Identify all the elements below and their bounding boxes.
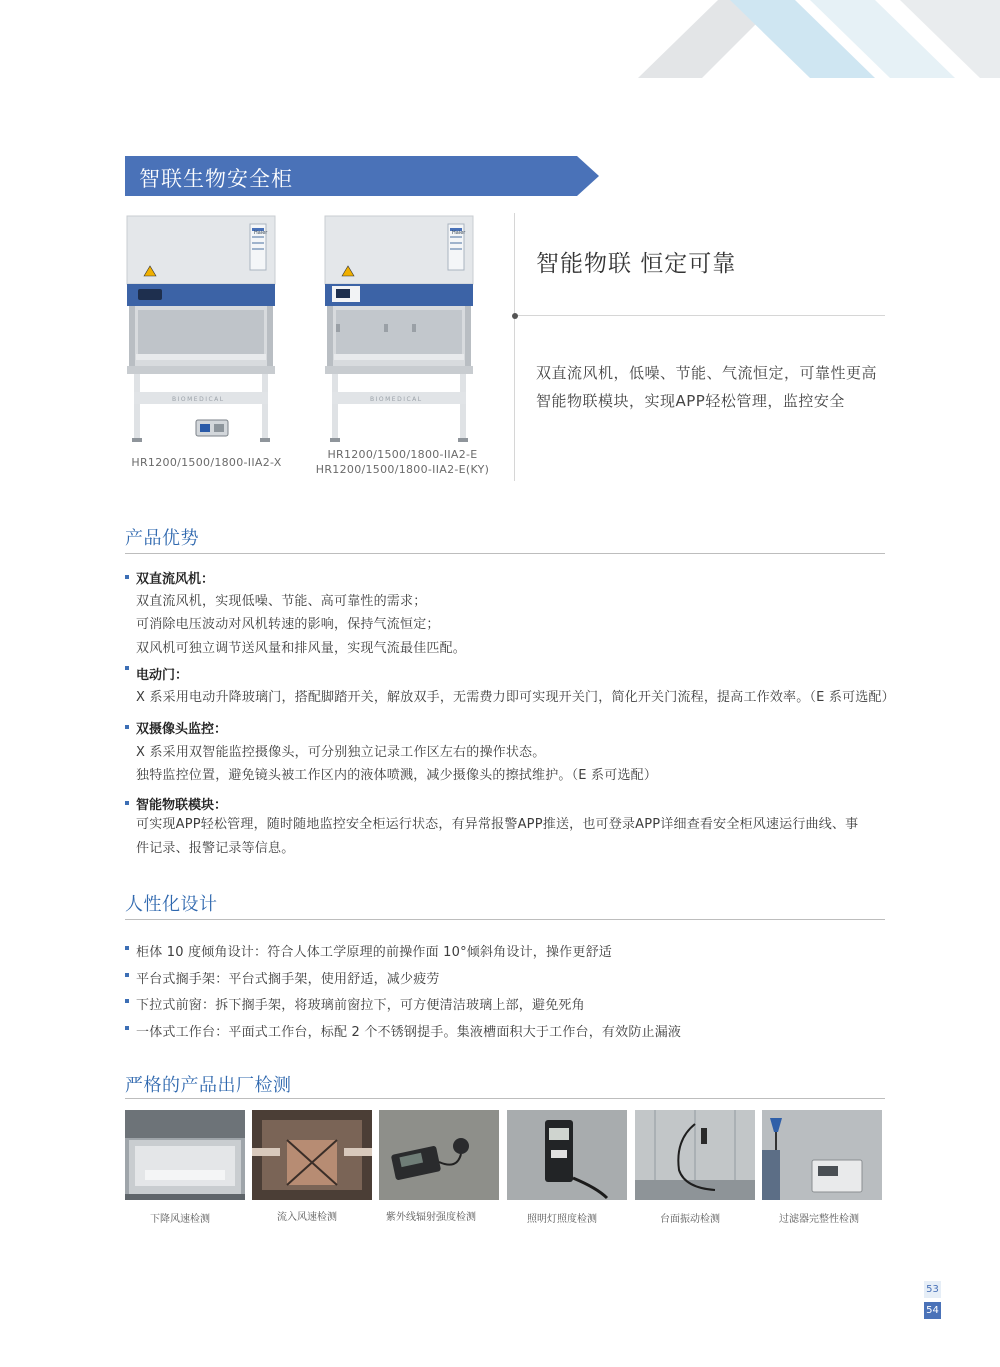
downflow-test-photo	[125, 1110, 245, 1200]
photo-caption: 照明灯照度检测	[527, 1214, 597, 1225]
design-title: 人性化设计	[125, 894, 218, 915]
testing-rule	[125, 1098, 885, 1099]
model-e-ky-label: HR1200/1500/1800-IIA2-E(KY)	[315, 463, 490, 476]
model-x-label: HR1200/1500/1800-IIA2-X	[131, 456, 282, 469]
cabinet-x-image	[124, 214, 279, 444]
advantage-title: 智能物联模块：	[136, 798, 228, 813]
advantage-title: 双直流风机：	[136, 572, 215, 587]
page-title: 智联生物安全柜	[139, 167, 293, 191]
model-e-label: HR1200/1500/1800-IIA2-E	[327, 448, 478, 461]
svg-text:Haier: Haier	[254, 230, 268, 236]
page-number-current: 54	[924, 1302, 941, 1319]
intro-line-1: 双直流风机，低噪、节能、气流恒定，可靠性更高	[536, 364, 878, 382]
testing-title: 严格的产品出厂检测	[125, 1075, 292, 1096]
design-rule	[125, 919, 885, 920]
advantage-line: 件记录、报警记录等信息。	[136, 841, 295, 856]
page-number: 53	[924, 1281, 941, 1298]
bullet-icon	[125, 946, 129, 950]
advantage-title: 双摄像头监控：	[136, 722, 228, 737]
svg-text:BIOMEDICAL: BIOMEDICAL	[370, 396, 423, 403]
design-item: 一体式工作台：平面式工作台，标配 2 个不锈钢提手。集液槽面积大于工作台，有效防止漏液	[136, 1025, 682, 1040]
tagline: 智能物联 恒定可靠	[536, 251, 737, 277]
advantage-line: 可实现APP轻松管理，随时随地监控安全柜运行状态，有异常报警APP推送，也可登录APP详细查看安全柜风速运行曲线、事	[136, 817, 859, 832]
advantage-line: 双直流风机，实现低噪、节能、高可靠性的需求；	[136, 594, 427, 609]
svg-text:Haier: Haier	[452, 230, 466, 236]
advantage-line: X 系采用电动升降玻璃门，搭配脚踏开关，解放双手，无需费力即可实现开关门，简化开关门流程，提高工作效率。（E 系可选配）	[136, 690, 895, 705]
vertical-divider	[514, 213, 515, 481]
advantage-line: X 系采用双智能监控摄像头，可分别独立记录工作区左右的操作状态。	[136, 745, 546, 760]
uv-test-photo	[379, 1110, 499, 1200]
corner-decoration	[630, 0, 1000, 80]
photo-caption: 紫外线辐射强度检测	[386, 1212, 476, 1223]
advantage-line: 双风机可独立调节送风量和排风量，实现气流最佳匹配。	[136, 641, 467, 656]
photo-caption: 过滤器完整性检测	[779, 1214, 859, 1225]
bullet-icon	[125, 1026, 129, 1030]
design-item: 柜体 10 度倾角设计：符合人体工学原理的前操作面 10°倾斜角设计，操作更舒适	[136, 945, 612, 960]
design-item: 下拉式前窗：拆下搁手架，将玻璃前窗拉下，可方便清洁玻璃上部，避免死角	[136, 998, 585, 1013]
bullet-icon	[125, 999, 129, 1003]
advantage-line: 独特监控位置，避免镜头被工作区内的液体喷溅，减少摄像头的擦拭维护。（E 系可选配）	[136, 768, 658, 783]
intro-divider	[515, 315, 885, 316]
inflow-test-photo	[252, 1110, 372, 1200]
advantage-line: 可消除电压波动对风机转速的影响，保持气流恒定；	[136, 617, 440, 632]
bullet-icon	[125, 666, 129, 670]
bullet-icon	[125, 575, 129, 579]
photo-caption: 台面振动检测	[660, 1214, 720, 1225]
advantages-rule	[125, 553, 885, 554]
photo-caption: 下降风速检测	[150, 1214, 210, 1225]
divider-dot	[512, 313, 518, 319]
illuminance-test-photo	[507, 1110, 627, 1200]
cabinet-e-image	[322, 214, 477, 444]
intro-line-2: 智能物联模块，实现APP轻松管理，监控安全	[536, 392, 845, 410]
advantages-title: 产品优势	[125, 528, 199, 549]
advantage-title: 电动门：	[136, 668, 189, 683]
vibration-test-photo	[635, 1110, 755, 1200]
filter-test-photo	[762, 1110, 882, 1200]
design-item: 平台式搁手架：平台式搁手架，使用舒适，减少疲劳	[136, 972, 440, 987]
photo-caption: 流入风速检测	[277, 1212, 337, 1223]
svg-text:BIOMEDICAL: BIOMEDICAL	[172, 396, 225, 403]
bullet-icon	[125, 973, 129, 977]
bullet-icon	[125, 725, 129, 729]
bullet-icon	[125, 801, 129, 805]
